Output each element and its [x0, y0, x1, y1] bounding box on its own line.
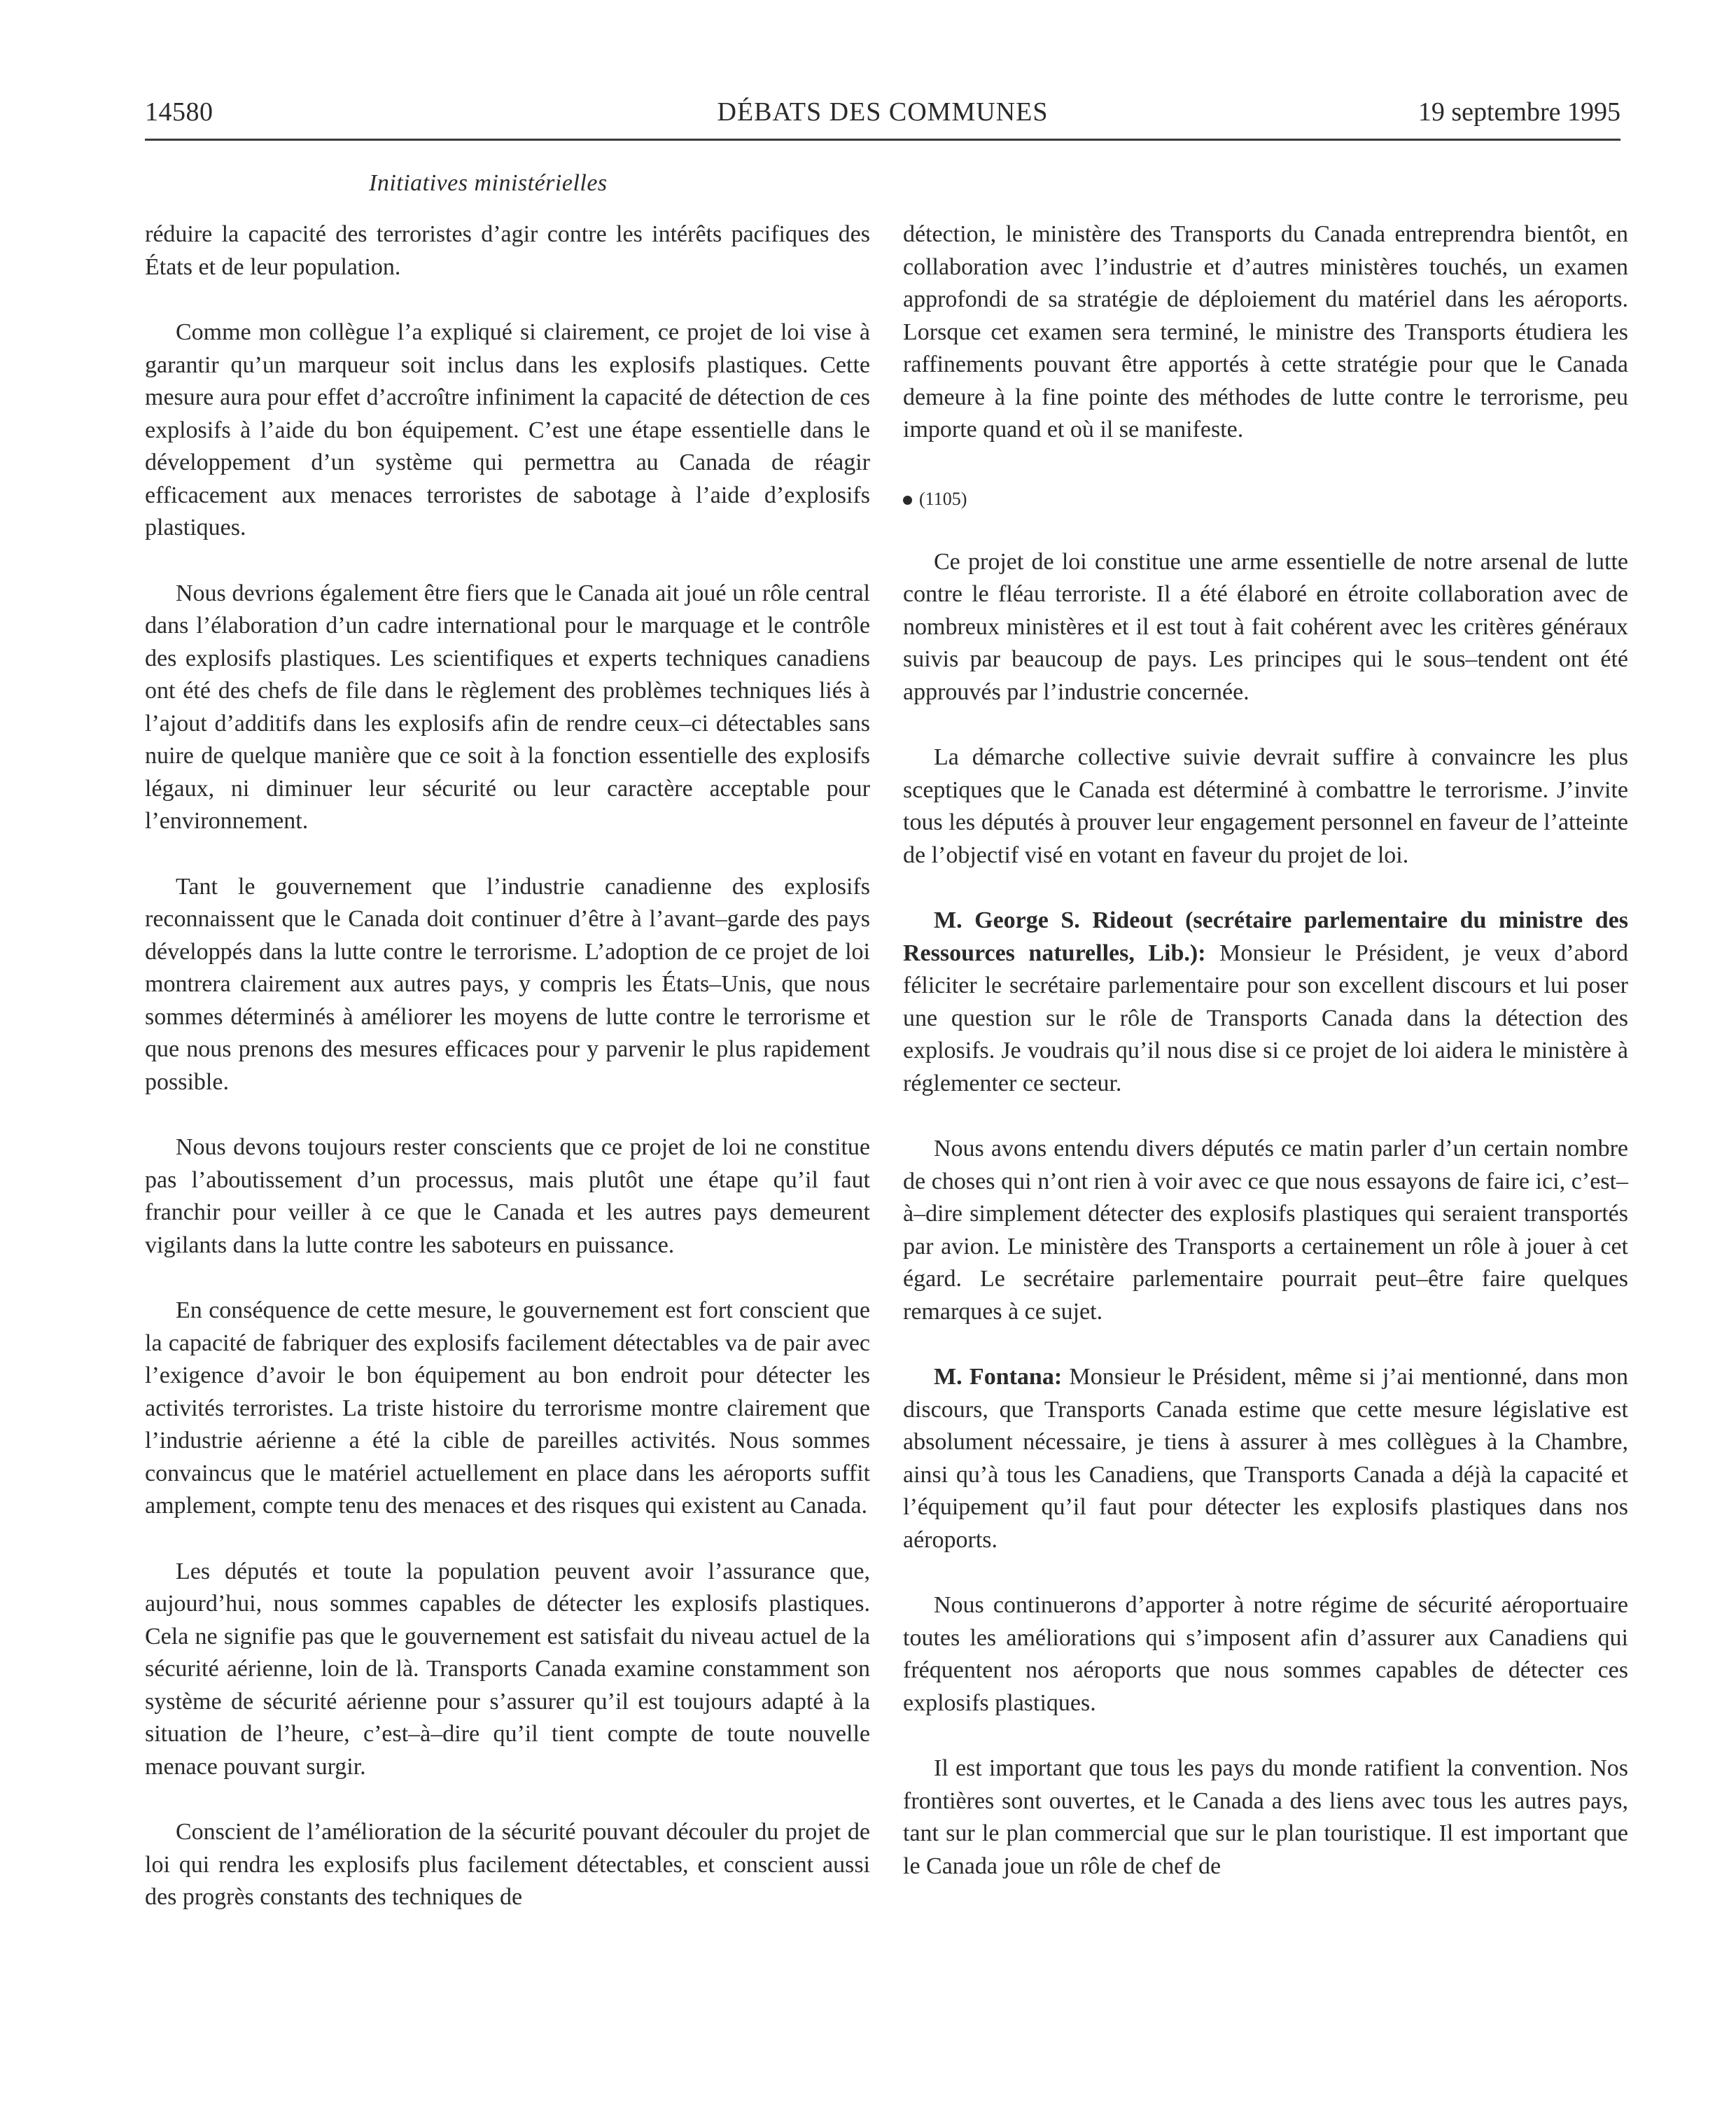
time-marker [903, 480, 1628, 513]
time-marker-text: (1105) [919, 488, 967, 509]
publication-title: DÉBATS DES COMMUNES [717, 97, 1049, 127]
paragraph: Nous devrions également être fiers que le Canada ait joué un rôle central dans l’élaboration d’un cadre international pour le marquage et le contrôle des explosifs plastiques. Les scientifiques et experts techniques canadiens ont été des chefs de file dans le règlement des problèmes techniques liés à l’ajout d’additifs dans les explosifs afin de rendre ceux–ci détectables sans nuire de quelque manière que ce soit à la fonction essentielle des explosifs légaux, ni diminuer leur sécurité ou leur caractère acceptable pour l’environnement. [145, 580, 870, 834]
speaker-name: M. Fontana: [934, 1364, 1063, 1390]
paragraph: Nous continuerons d’apporter à notre régime de sécurité aéroportuaire toutes les améliorations qui s’imposent afin d’assurer aux Canadiens qui fréquentent nos aéroports que nous sommes capables de détecter ces explosifs plastiques. [903, 1592, 1628, 1716]
paragraph: En conséquence de cette mesure, le gouvernement est fort conscient que la capacité de fabriquer des explosifs facilement détectables va de pair avec l’exigence d’avoir le bon équipement au bon endroit pour détecter les activités terroristes. La triste histoire du terrorisme montre clairement que l’industrie aérienne a été la cible de pareilles activités. Nous sommes convaincus que le matériel actuellement en place dans les aéroports suffit amplement, compte tenu des menaces et des risques qui existent au Canada. [145, 1297, 870, 1519]
paragraph: détection, le ministère des Transports du Canada entreprendra bientôt, en collaboration avec l’industrie et d’autres ministères touchés, un examen approfondi de sa stratégie de déploiement du matériel dans les aéroports. Lorsque cet examen sera terminé, le ministre des Transports étudiera les raffinements pouvant être apportés à cette stratégie pour que le Canada demeure à la fine pointe des méthodes de lutte contre le terrorisme, peu importe quand et où il se manifeste. [903, 221, 1628, 442]
paragraph: Ce projet de loi constitue une arme essentielle de notre arsenal de lutte contre le fléau terroriste. Il a été élaboré en étroite collaboration avec de nombreux ministères et il est tout à fait cohérent avec les critères généraux suivis par beaucoup de pays. Les principes qui le sous–tendent ont été approuvés par l’industrie concernée. [903, 548, 1628, 705]
paragraph: Nous avons entendu divers députés ce matin parler d’un certain nombre de choses qui n’ont rien à voir avec ce que nous essayons de faire ici, c’est–à–dire simplement détecter des explosifs plastiques qui seraient transportés par avion. Le ministère des Transports a certainement un rôle à jouer à cet égard. Le secrétaire parlementaire pourrait peut–être faire quelques remarques à ce sujet. [903, 1136, 1628, 1325]
paragraph: Comme mon collègue l’a expliqué si clairement, ce projet de loi vise à garantir qu’un marqueur soit inclus dans les explosifs plastiques. Cette mesure aura pour effet d’accroître infiniment la capacité de détection de ces explosifs à l’aide du bon équipement. C’est une étape essentielle dans le développement d’un système qui permettra au Canada de réagir efficacement aux menaces terroristes de sabotage à l’aide d’explosifs plastiques. [145, 319, 870, 541]
paragraph: Il est important que tous les pays du monde ratifient la convention. Nos frontières sont ouvertes, et le Canada a des liens avec tous les autres pays, tant sur le plan commercial que sur le plan touristique. Il est important que le Canada joue un rôle de chef de [903, 1755, 1628, 1879]
page-number: 14580 [145, 97, 214, 127]
paragraph: réduire la capacité des terroristes d’agir contre les intérêts pacifiques des États et de leur population. [145, 221, 870, 280]
paragraph: Les députés et toute la population peuvent avoir l’assurance que, aujourd’hui, nous sommes capables de détecter les explosifs plastiques. Cela ne signifie pas que le gouvernement est satisfait du niveau actuel de la sécurité aérienne, loin de là. Transports Canada examine constamment son système de sécurité aérienne pour s’assurer qu’il est toujours adapté à la situation de l’heure, c’est–à–dire qu’il tient compte de toute nouvelle menace pouvant surgir. [145, 1558, 870, 1780]
speech-text: Monsieur le Président, je veux d’abord féliciter le secrétaire parlementaire pour son excellent discours et lui poser une question sur le rôle de Transports Canada dans la détection des explosifs. Je voudrais qu’il nous dise si ce projet de loi aidera le ministère à réglementer ce secteur. [903, 940, 1628, 1096]
publication-date: 19 septembre 1995 [1418, 97, 1620, 127]
paragraph: La démarche collective suivie devrait suffire à convaincre les plus sceptiques que le Canada est déterminé à combattre le terrorisme. J’invite tous les députés à prouver leur engagement personnel en faveur de l’atteinte de l’objectif visé en votant en faveur du projet de loi. [903, 744, 1628, 868]
speech-paragraph [903, 905, 1628, 1100]
speech-paragraph [903, 1361, 1628, 1556]
section-label: Initiatives ministérielles [369, 170, 608, 196]
page-header [145, 94, 1620, 141]
right-column [903, 218, 1628, 1916]
speaker-name: M. George S. Rideout (secrétaire parlementaire du ministre des Ressources naturelles, Lib.): [903, 907, 1628, 966]
paragraph: Tant le gouvernement que l’industrie canadienne des explosifs reconnaissent que le Canada doit continuer d’être à l’avant–garde des pays développés dans la lutte contre le terrorisme. L’adoption de ce projet de loi montrera clairement aux autres pays, y compris les États–Unis, que nous sommes déterminés à améliorer les moyens de lutte contre le terrorisme et que nous prenons des mesures efficaces pour y parvenir le plus rapidement possible. [145, 873, 870, 1095]
bullet-icon [903, 496, 912, 505]
left-column [145, 218, 870, 1947]
paragraph: Conscient de l’amélioration de la sécurité pouvant découler du projet de loi qui rendra les explosifs plus facilement détectables, et conscient aussi des progrès constants des techniques de [145, 1819, 870, 1910]
paragraph: Nous devons toujours rester conscients que ce projet de loi ne constitue pas l’aboutissement d’un processus, mais plutôt une étape qu’il faut franchir pour veiller à ce que le Canada et les autres pays demeurent vigilants dans la lutte contre les saboteurs en puissance. [145, 1134, 870, 1258]
speech-text: Monsieur le Président, même si j’ai mentionné, dans mon discours, que Transports Canada estime que cette mesure législative est absolument nécessaire, je tiens à assurer à mes collègues à la Chambre, ainsi qu’à tous les Canadiens, que Transports Canada a déjà la capacité et l’équipement qu’il faut pour détecter les explosifs plastiques dans nos aéroports. [903, 1364, 1628, 1553]
